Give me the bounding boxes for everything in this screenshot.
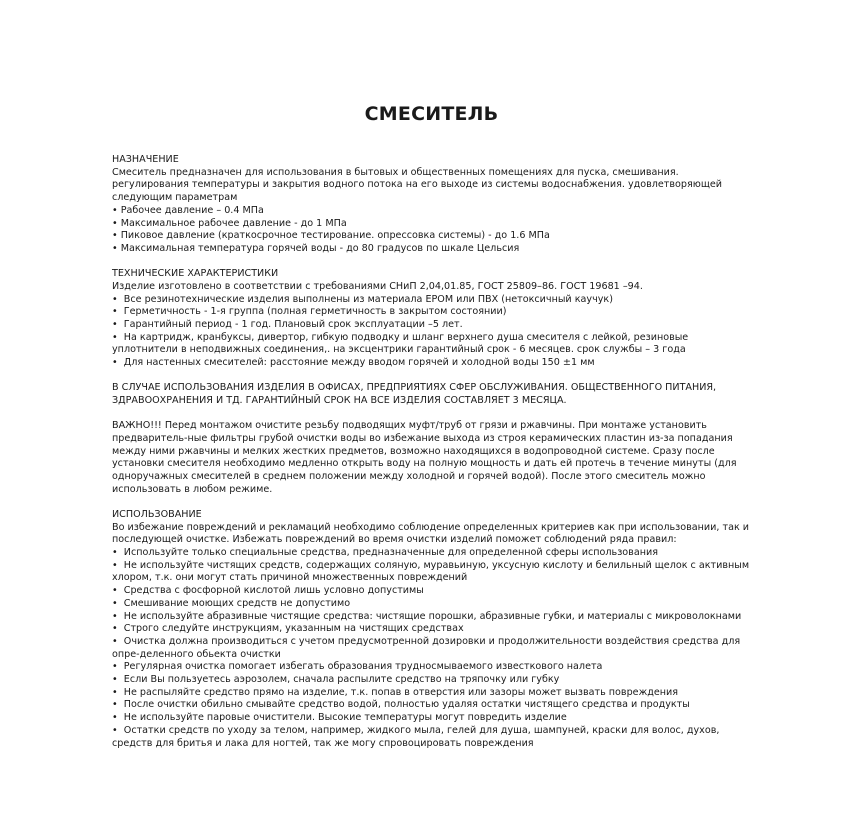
list-item: • Не используйте абразивные чистящие средства: чистящие порошки, абразивные губки, и материалы с микроволокнами (112, 611, 752, 624)
usage-section (112, 509, 752, 750)
list-item: • Герметичность - 1-я группа (полная герметичность в закрытом состоянии) (112, 306, 752, 319)
page-title: СМЕСИТЕЛЬ (364, 103, 499, 125)
list-item: • Пиковое давление (краткосрочное тестирование. опрессовка системы) - до 1.6 МПа (112, 230, 752, 243)
usage-heading: ИСПОЛЬЗОВАНИЕ (112, 508, 202, 520)
purpose-heading: НАЗНАЧЕНИЕ (112, 154, 179, 165)
important-section (112, 420, 752, 496)
specs-intro: Изделие изготовлено в соответствии с требованиями СНиП 2,04,01.85, ГОСТ 25809–86. ГОСТ 19681 –94. (112, 280, 643, 292)
specs-list (112, 294, 752, 370)
specs-heading: ТЕХНИЧЕСКИЕ ХАРАКТЕРИСТИКИ (112, 268, 279, 280)
list-item: • Строго следуйте инструкциям, указанным на чистящих средствах (112, 623, 752, 636)
important-note: ВАЖНО!!! Перед монтажом очистите резьбу подводящих муфт/труб от грязи и ржавчины. При монтаже установить предваритель-ные фильтры грубой очистки воды во избежание выхода из строя керамических пластин из-за попадания между ними ржавчины и мелких жестких предметов, возможно находящихся в водопроводной системе. Сразу после установки смесителя необходимо медленно открыть воду на полную мощность и дать ей протечь в течение минуты (для одноручажных смесителей в среднем положении между холодной и горячей водой). После этого смеситель можно использовать в любом режиме. (112, 420, 737, 495)
list-item: • Для настенных смесителей: расстояние между вводом горячей и холодной воды 150 ±1 мм (112, 357, 752, 370)
list-item: • Рабочее давление – 0.4 МПа (112, 205, 752, 218)
list-item: • После очистки обильно смывайте средство водой, полностью удаляя остатки чистящего средства и продукты (112, 699, 752, 712)
list-item: • Максимальная температура горячей воды - до 80 градусов по шкале Цельсия (112, 243, 752, 256)
purpose-list (112, 205, 752, 256)
list-item: • Максимальное рабочее давление - до 1 МПа (112, 218, 752, 231)
list-item: • Не используйте чистящих средств, содержащих соляную, муравьиную, уксусную кислоту и белильный щелок с активным хлором, т.к. они могут стать причиной множественных повреждений (112, 560, 752, 585)
list-item: • Остатки средств по уходу за телом, например, жидкого мыла, гелей для душа, шампуней, краски для волос, духов, средств для бритья и лака для ногтей, так же могу спровоцировать повреждения (112, 725, 752, 750)
usage-list (112, 547, 752, 750)
list-item: • Очистка должна производиться с учетом предусмотренной дозировки и продолжительности воздействия средства для опре-деленного обьекта очистки (112, 636, 752, 661)
list-item: • Не используйте паровые очистители. Высокие температуры могут повредить изделие (112, 712, 752, 725)
purpose-section (112, 154, 752, 256)
list-item: • Смешивание моющих средств не допустимо (112, 598, 752, 611)
usage-intro: Во избежание повреждений и рекламаций необходимо соблюдение определенных критериев как при использовании, так и последующей очистке. Избежать повреждений во время очистки изделий поможет соблюдений ряда правил: (112, 521, 750, 546)
list-item: • На картридж, кранбуксы, дивертор, гибкую подводку и шланг верхнего душа смесителя с лейкой, резиновые уплотнители в неподвижных соединения,. на эксцентрики гарантийный срок - 6 месяцев. срок службы – 3 года (112, 332, 752, 357)
list-item: • Не распыляйте средство прямо на изделие, т.к. попав в отверстия или зазоры может вызвать повреждения (112, 687, 752, 700)
list-item: • Регулярная очистка помогает избегать образования трудносмываемого известкового налета (112, 661, 752, 674)
specs-section (112, 268, 752, 370)
list-item: • Средства с фосфорной кислотой лишь условно допустимы (112, 585, 752, 598)
list-item: • Если Вы пользуетесь аэрозолем, сначала распылите средство на тряпочку или губку (112, 674, 752, 687)
warranty-notice: В СЛУЧАЕ ИСПОЛЬЗОВАНИЯ ИЗДЕЛИЯ В ОФИСАХ, ПРЕДПРИЯТИЯХ СФЕР ОБСЛУЖИВАНИЯ. ОБЩЕСТВЕННОГО ПИТАНИЯ, ЗДРАВООХРАНЕНИЯ И ТД. ГАРАНТИЙНЫЙ СРОК НА ВСЕ ИЗДЕЛИЯ СОСТАВЛЯЕТ 3 МЕСЯЦА. (112, 382, 717, 406)
list-item: • Используйте только специальные средства, предназначенные для определенной сферы использования (112, 547, 752, 560)
document-body (112, 154, 752, 750)
list-item: • Все резинотехнические изделия выполнены из материала EPOM или ПВХ (нетоксичный каучук) (112, 294, 752, 307)
list-item: • Гарантийный период - 1 год. Плановый срок эксплуатации –5 лет. (112, 319, 752, 332)
warranty-notice-section (112, 382, 752, 407)
purpose-intro: Смеситель предназначен для использования в бытовых и общественных помещениях для пуска, смешивания. регулирования температуры и закрытия водного потока на его выходе из системы водоснабжения. удовлетворяющей следующим параметрам (112, 166, 723, 204)
